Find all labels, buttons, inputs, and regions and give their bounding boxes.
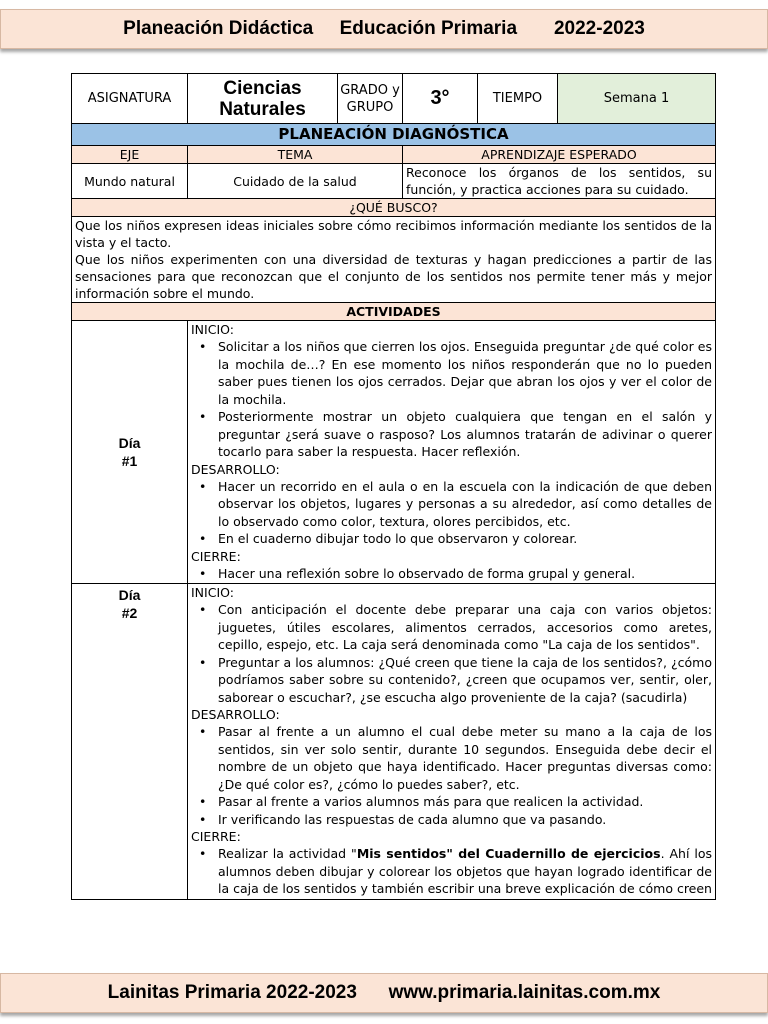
day-1-inicio-label: INICIO: (191, 322, 234, 337)
day-2-inicio-label: INICIO: (191, 585, 234, 600)
subject-label: ASIGNATURA (72, 74, 188, 124)
list-item: • Con anticipación el docente debe preparar una caja con varios objetos: juguetes, útiles escolares, alimentos cerrados, accesorios como aretes, cepillo, espejo, etc. La caja será denominada como "La caja de los sentidos". (218, 601, 712, 654)
col-eje: EJE (72, 146, 188, 164)
day-1-label-text: Día #1 (118, 435, 141, 469)
day-1-cierre-label: CIERRE: (191, 548, 241, 564)
list-item: • Preguntar a los alumnos: ¿Qué creen que tiene la caja de los sentidos?, ¿cómo podríamos saber sobre su contenido?, ¿creen que ocupamos ver, sentir, oler, saborear o escuchar?, ¿se escucha algo proveniente de la caja? (sacudirla) (218, 654, 712, 707)
day-1-cierre-list (218, 565, 712, 583)
eje-value: Mundo natural (72, 164, 188, 199)
section-title: PLANEACIÓN DIAGNÓSTICA (72, 124, 716, 146)
day-1-inicio-list (218, 338, 712, 461)
content-row (72, 164, 716, 199)
day-2-inicio-list (218, 601, 712, 706)
list-item: • Posteriormente mostrar un objeto cualquiera que tengan en el salón y preguntar ¿será suave o rasposo? Los alumnos tratarán de adivinar o querer tocarlo para saber la respuesta. Hacer reflexión. (218, 408, 712, 461)
day-2-desarrollo-label: DESARROLLO: (191, 707, 280, 722)
col-tema: TEMA (188, 146, 403, 164)
header-title: Planeación Didáctica (123, 18, 314, 39)
que-busco-p2: Que los niños experimenten con una diversidad de texturas y hagan predicciones a partir de las sensaciones para que reconozcan que el conjunto de los sentidos nos permite tener más y mejor información sobre el mundo. (75, 252, 712, 301)
aprendizaje-value: Reconoce los órganos de los sentidos, su función, y practica acciones para su cuidado. (403, 164, 716, 199)
cierre-text-bold: Mis sentidos" del Cuadernillo de ejercicios (356, 846, 661, 861)
list-item: • Pasar al frente a varios alumnos más para que realicen la actividad. (218, 793, 712, 811)
col-aprendizaje: APRENDIZAJE ESPERADO (403, 146, 716, 164)
header-level: Educación Primaria (339, 18, 518, 39)
list-item (218, 845, 712, 898)
list-item: • Solicitar a los niños que cierren los ojos. Enseguida preguntar ¿de qué color es la mochila de…? En ese momento los niños responderán que no lo pueden saber pues tienen los ojos cerrados. Dejar que abran los ojos y ver el color de la mochila. (218, 338, 712, 408)
day-1-row (72, 321, 716, 584)
cierre-text-pre: Realizar la actividad " (218, 846, 357, 861)
header-year: 2022-2023 (553, 18, 645, 39)
list-item: • Hacer un recorrido en el aula o en la escuela con la indicación de que deben observar los objetos, lugares y personas a su alrededor, así como detalles de lo observado como color, textura, olores percibidos, etc. (218, 478, 712, 531)
cierre-text-post: . Ahí los alumnos deben dibujar y colorear los objetos que hayan logrado identificar de la caja de los sentidos y también escribir una breve explicación de cómo creen (218, 846, 713, 896)
day-1-desarrollo-list (218, 478, 712, 548)
que-busco-p1: Que los niños expresen ideas iniciales sobre cómo recibimos información mediante los sentidos de la vista y el tacto. (75, 218, 712, 250)
que-busco-body (72, 217, 716, 303)
day-1-label (72, 321, 188, 584)
day-2-cierre-label: CIERRE: (191, 829, 241, 844)
info-row (72, 74, 716, 124)
day-2-desarrollo-list (218, 723, 712, 828)
day-2-row (72, 584, 716, 900)
time-label: TIEMPO (478, 74, 558, 124)
list-item: • Pasar al frente a un alumno el cual debe meter su mano a la caja de los sentidos, sin ver solo sentir, durante 10 segundos. Enseguida debe decir el nombre de un objeto que haya identificado. Hacer preguntas diversas como: ¿De qué color es?, ¿cómo lo puedes saber?, etc. (218, 723, 712, 793)
list-item: • Ir verificando las respuestas de cada alumno que va pasando. (218, 811, 712, 829)
footer-brand: Lainitas Primaria 2022-2023 (107, 982, 357, 1003)
day-2-activities (188, 584, 716, 900)
que-busco-title: ¿QUÉ BUSCO? (72, 199, 716, 217)
footer-banner (0, 973, 768, 1013)
day-2-label-text: Día #2 (118, 587, 141, 621)
planning-table (71, 73, 716, 900)
day-2-label (72, 584, 188, 900)
tema-value: Cuidado de la salud (188, 164, 403, 199)
grade-value: 3° (403, 74, 478, 124)
list-item: • En el cuaderno dibujar todo lo que observaron y colorear. (218, 530, 712, 548)
actividades-title: ACTIVIDADES (72, 303, 716, 321)
header-banner (0, 9, 768, 49)
day-2-cierre-list (218, 845, 712, 898)
grade-label: GRADO y GRUPO (338, 74, 403, 124)
day-1-activities (188, 321, 716, 584)
columns-row (72, 146, 716, 164)
footer-url[interactable]: www.primaria.lainitas.com.mx (388, 982, 661, 1003)
list-item: • Hacer una reflexión sobre lo observado de forma grupal y general. (218, 565, 712, 583)
day-1-desarrollo-label: DESARROLLO: (191, 461, 280, 477)
time-value: Semana 1 (558, 74, 716, 124)
subject-value: Ciencias Naturales (188, 74, 338, 124)
